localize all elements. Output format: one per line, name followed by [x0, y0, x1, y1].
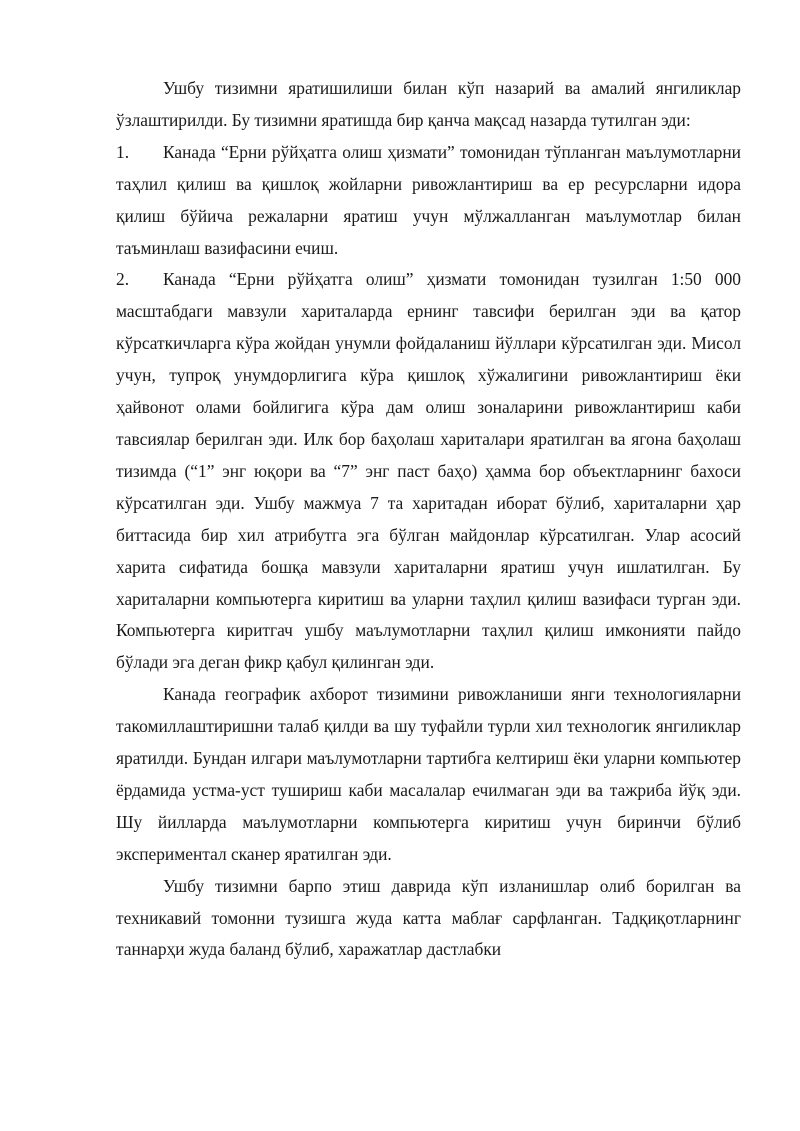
paragraph-intro: Ушбу тизимни яратишилиши билан кўп назарий ва амалий янгиликлар ўзлаштирилди. Бу тизимни яратишда бир қанча мақсад назарда тутилган эди: [116, 78, 741, 130]
paragraph-development: Канада географик ахборот тизимини ривожланиши янги технологияларни такомиллаштиришни талаб қилди ва шу туфайли турли хил технологик янгиликлар яратилди. Бундан илгари маълумотларни тартибга келтириш ёки уларни компьютер ёрдамида устма-уст тушириш каби масалалар ечилмаган эди ва тажриба йўқ эди. Шу йилларда маълумотларни компьютерга киритиш учун биринчи бўлиб экспериментал сканер яратилган эди. [116, 684, 741, 864]
list-item-text: Канада “Ерни рўйҳатга олиш” ҳизмати томонидан тузилган 1:50 000 масштабдаги мавзули хариталарда ернинг тавсифи берилган эди ва қатор кўрсаткичларга кўра жойдан унумли фойдаланиш йўллари кўрсатилган эди. Мисол учун, тупроқ унумдорлигига кўра қишлоқ хўжалигини ривожлантириш ёки ҳайвонот олами бойлигига кўра дам олиш зоналарини ривожлантириш каби тавсиялар берилган эди. Илк бор баҳолаш хариталари яратилган ва ягона баҳолаш тизимда (“1” энг юқори ва “7” энг паст баҳо) ҳамма бор объектларнинг бахоси кўрсатилган эди. Ушбу мажмуа 7 та харитадан иборат бўлиб, хариталарни ҳар биттасида бир хил атрибутга эга бўлган майдонлар кўрсатилган. Улар асосий харита сифатида бошқа мавзули хариталарни яратиш учун ишлатилган. Бу хариталарни компьютерга киритиш ва уларни таҳлил қилиш вазифаси турган эди. Компьютерга киритгач ушбу маълумотларни таҳлил қилиш имконияти пайдо бўлади эга деган фикр қабул қилинган эди. [116, 269, 741, 673]
document-body [116, 73, 741, 966]
list-item-text: Канада “Ерни рўйҳатга олиш ҳизмати” томонидан тўпланган маълумотларни таҳлил қилиш ва қишлоқ жойларни ривожлантириш ва ер ресурсларни идора қилиш бўйича режаларни яратиш учун мўлжалланган маълумотлар билан таъминлаш вазифасини ечиш. [116, 141, 741, 258]
paragraph-costs: Ушбу тизимни барпо этиш даврида кўп изланишлар олиб борилган ва техникавий томонни тузишга жуда катта маблағ сарфланган. Тадқиқотларнинг таннарҳи жуда баланд бўлиб, харажатлар дастлабки [116, 875, 741, 960]
list-item-2 [116, 264, 741, 679]
list-item-number: 1. [116, 141, 130, 162]
list-item-1 [116, 137, 741, 265]
list-item-number: 2. [116, 269, 130, 290]
